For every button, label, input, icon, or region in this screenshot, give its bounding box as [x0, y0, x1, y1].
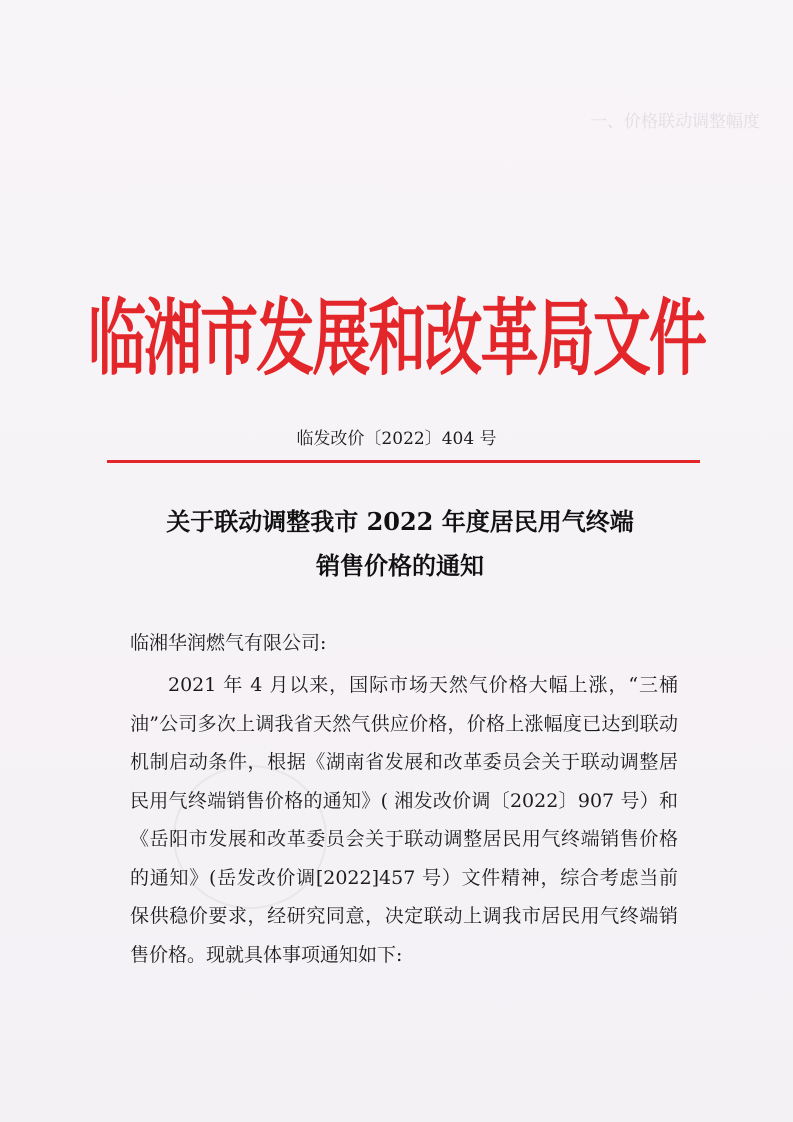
notice-title	[100, 500, 700, 588]
document-number: 临发改价〔2022〕404 号	[296, 429, 497, 449]
notice-title-line-1: 关于联动调整我市 2022 年度居民用气终端	[166, 507, 634, 536]
notice-body	[130, 666, 678, 974]
agency-header-title: 临湘市发展和改革局文件	[87, 290, 706, 387]
salutation: 临湘华润燃气有限公司:	[130, 632, 327, 654]
red-divider-line	[107, 460, 700, 463]
notice-title-line-2: 销售价格的通知	[316, 551, 484, 580]
bleed-through-text: 一、价格联动调整幅度	[590, 112, 760, 132]
body-paragraph: 2021 年 4 月以来，国际市场天然气价格大幅上涨，“三桶油”公司多次上调我省天然气供应价格，价格上涨幅度已达到联动机制启动条件，根据《湖南省发展和改革委员会关于联动调整居民用气终端销售价格的通知》( 湘发改价调〔2022〕907 号）和《岳阳市发展和改革委员会关于联动调整居民用气终端销售价格的通知》(岳发改价调[2022]457 号）文件精神，综合考虑当前保供稳价要求，经研究同意，决定联动上调我市居民用气终端销售价格。现就具体事项通知如下:	[130, 674, 678, 966]
